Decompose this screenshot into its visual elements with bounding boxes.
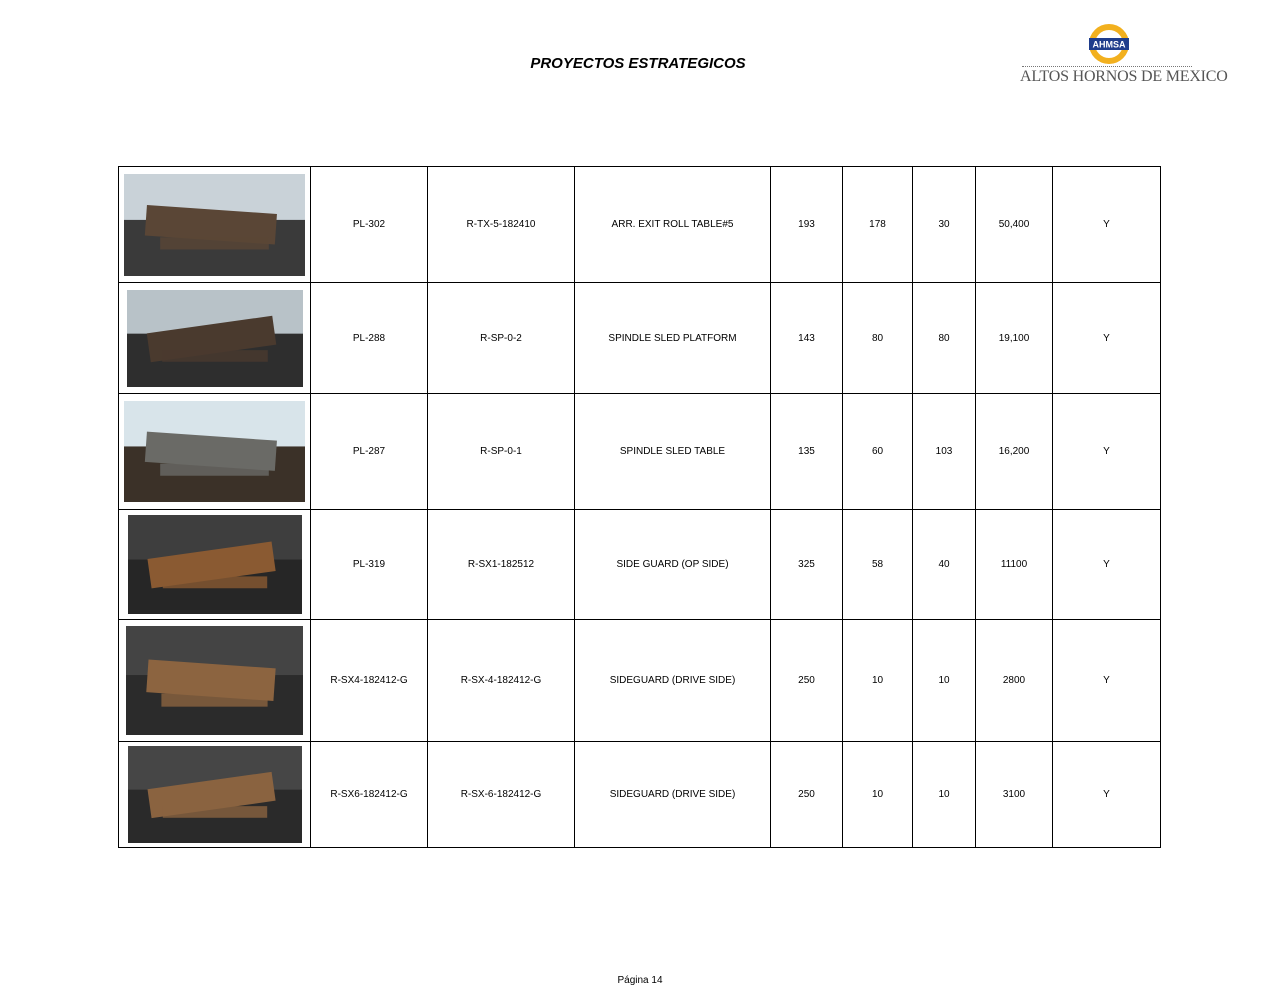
photo-cell [119, 283, 311, 394]
company-logo [1020, 24, 1228, 90]
value-3-cell: 80 [913, 283, 976, 394]
part-number-cell: PL-319 [311, 510, 428, 619]
flag-cell: Y [1053, 394, 1161, 510]
flag-cell: Y [1053, 619, 1161, 741]
value-2-cell: 10 [843, 619, 913, 741]
weight-cell: 16,200 [976, 394, 1053, 510]
value-2-cell: 80 [843, 283, 913, 394]
equipment-photo [124, 174, 305, 276]
drawing-number-cell: R-SP-0-1 [428, 394, 575, 510]
ahmsa-emblem-icon [1087, 24, 1131, 68]
equipment-photo [124, 401, 305, 502]
weight-cell: 3100 [976, 741, 1053, 847]
description-cell: SPINDLE SLED TABLE [575, 394, 771, 510]
table-row [119, 394, 1161, 510]
page-number: Página 14 [617, 975, 663, 986]
photo-cell [119, 167, 311, 283]
logo-company-name: ALTOS HORNOS DE MEXICO [1020, 68, 1228, 85]
equipment-photo [128, 515, 302, 614]
value-1-cell: 143 [771, 283, 843, 394]
weight-cell: 2800 [976, 619, 1053, 741]
table-row [119, 741, 1161, 847]
drawing-number-cell: R-SP-0-2 [428, 283, 575, 394]
photo-cell [119, 619, 311, 741]
flag-cell: Y [1053, 510, 1161, 619]
projects-table [118, 166, 1161, 848]
value-1-cell: 325 [771, 510, 843, 619]
value-1-cell: 193 [771, 167, 843, 283]
weight-cell: 50,400 [976, 167, 1053, 283]
photo-cell [119, 510, 311, 619]
value-3-cell: 10 [913, 741, 976, 847]
drawing-number-cell: R-SX-4-182412-G [428, 619, 575, 741]
part-number-cell: PL-288 [311, 283, 428, 394]
drawing-number-cell: R-SX1-182512 [428, 510, 575, 619]
part-number-cell: PL-302 [311, 167, 428, 283]
logo-badge-text: AHMSA [1092, 39, 1126, 50]
logo-divider [1022, 66, 1192, 67]
description-cell: SIDEGUARD (DRIVE SIDE) [575, 741, 771, 847]
value-3-cell: 40 [913, 510, 976, 619]
equipment-photo [126, 626, 303, 735]
photo-cell [119, 394, 311, 510]
value-2-cell: 10 [843, 741, 913, 847]
value-1-cell: 250 [771, 741, 843, 847]
description-cell: SIDEGUARD (DRIVE SIDE) [575, 619, 771, 741]
value-3-cell: 30 [913, 167, 976, 283]
value-1-cell: 250 [771, 619, 843, 741]
value-3-cell: 103 [913, 394, 976, 510]
page-title: PROYECTOS ESTRATEGICOS [530, 55, 746, 72]
table-row [119, 619, 1161, 741]
table-row [119, 167, 1161, 283]
value-3-cell: 10 [913, 619, 976, 741]
table-body [119, 167, 1161, 848]
weight-cell: 19,100 [976, 283, 1053, 394]
equipment-photo [128, 746, 302, 843]
flag-cell: Y [1053, 167, 1161, 283]
value-2-cell: 58 [843, 510, 913, 619]
drawing-number-cell: R-SX-6-182412-G [428, 741, 575, 847]
value-1-cell: 135 [771, 394, 843, 510]
weight-cell: 11100 [976, 510, 1053, 619]
photo-cell [119, 741, 311, 847]
flag-cell: Y [1053, 741, 1161, 847]
drawing-number-cell: R-TX-5-182410 [428, 167, 575, 283]
description-cell: ARR. EXIT ROLL TABLE#5 [575, 167, 771, 283]
value-2-cell: 178 [843, 167, 913, 283]
description-cell: SIDE GUARD (OP SIDE) [575, 510, 771, 619]
flag-cell: Y [1053, 283, 1161, 394]
description-cell: SPINDLE SLED PLATFORM [575, 283, 771, 394]
table-row [119, 510, 1161, 619]
part-number-cell: R-SX6-182412-G [311, 741, 428, 847]
equipment-photo [127, 290, 303, 387]
part-number-cell: R-SX4-182412-G [311, 619, 428, 741]
value-2-cell: 60 [843, 394, 913, 510]
part-number-cell: PL-287 [311, 394, 428, 510]
table-row [119, 283, 1161, 394]
